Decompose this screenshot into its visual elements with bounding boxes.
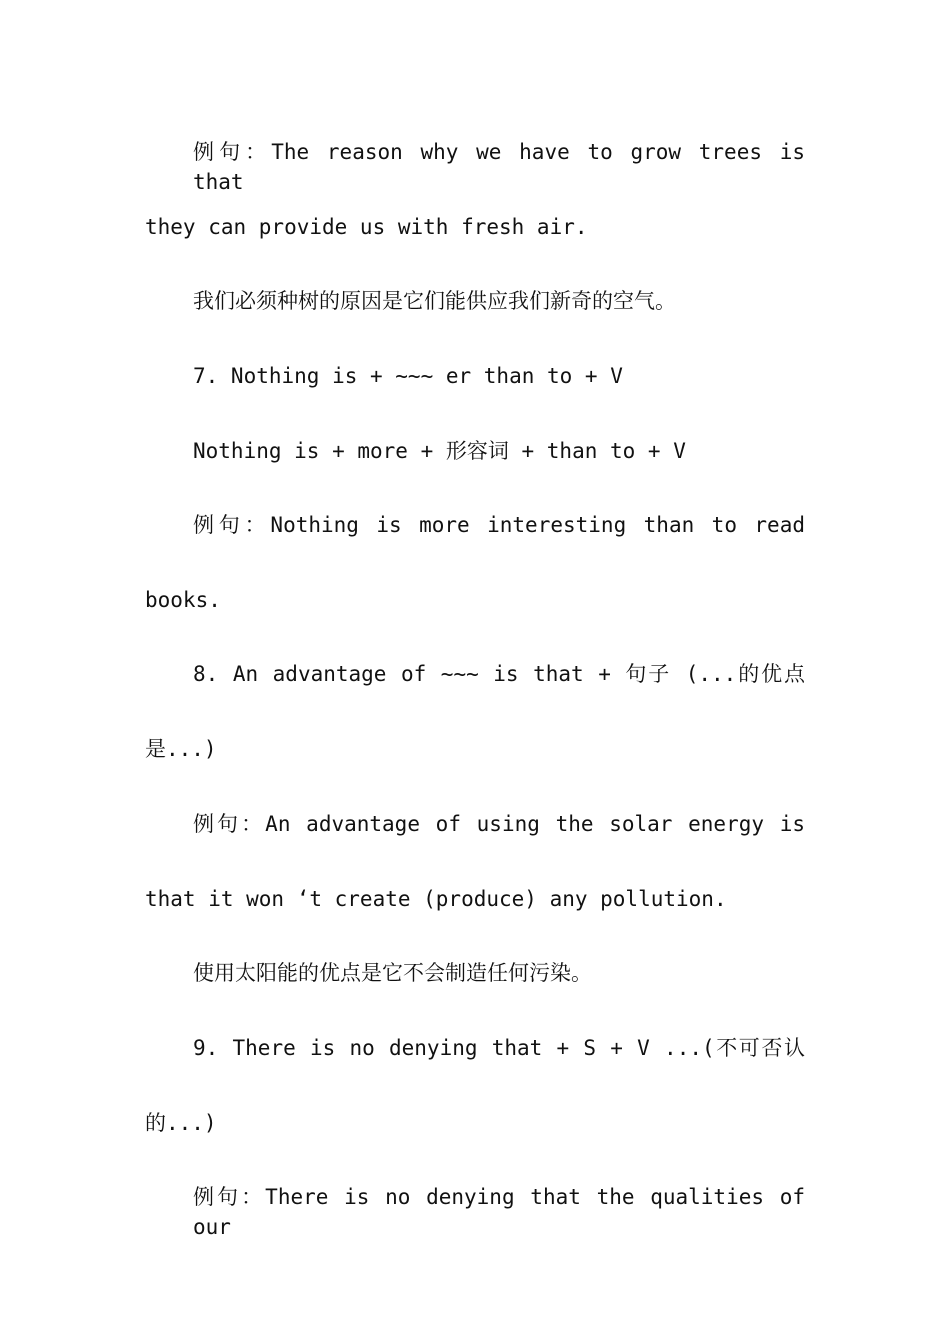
text-line-5: Nothing is + more + 形容词 + than to + V [193,439,686,463]
text-line-14: 的...) [145,1111,217,1135]
text-line-12: 使用太阳能的优点是它不会制造任何污染。 [193,961,592,985]
text-line-1: 例句：The reason why we have to grow trees is that [193,140,805,194]
text-line-9: 是...) [145,737,217,761]
text-line-7: books. [145,588,221,612]
text-line-3: 我们必须种树的原因是它们能供应我们新奇的空气。 [193,289,676,313]
text-line-2: they can provide us with fresh air. [145,215,588,239]
text-line-8: 8. An advantage of ~~~ is that + 句子 (...的优点 [193,662,805,686]
text-line-13: 9. There is no denying that + S + V ...(不可否认 [193,1036,805,1060]
text-line-15: 例句：There is no denying that the qualities of our [193,1185,805,1239]
text-line-11: that it won ‘t create (produce) any pollution. [145,887,727,911]
text-line-6: 例句：Nothing is more interesting than to read [193,513,805,537]
text-line-4: 7. Nothing is + ~~~ er than to + V [193,364,623,388]
text-line-10: 例句：An advantage of using the solar energy is [193,812,805,836]
